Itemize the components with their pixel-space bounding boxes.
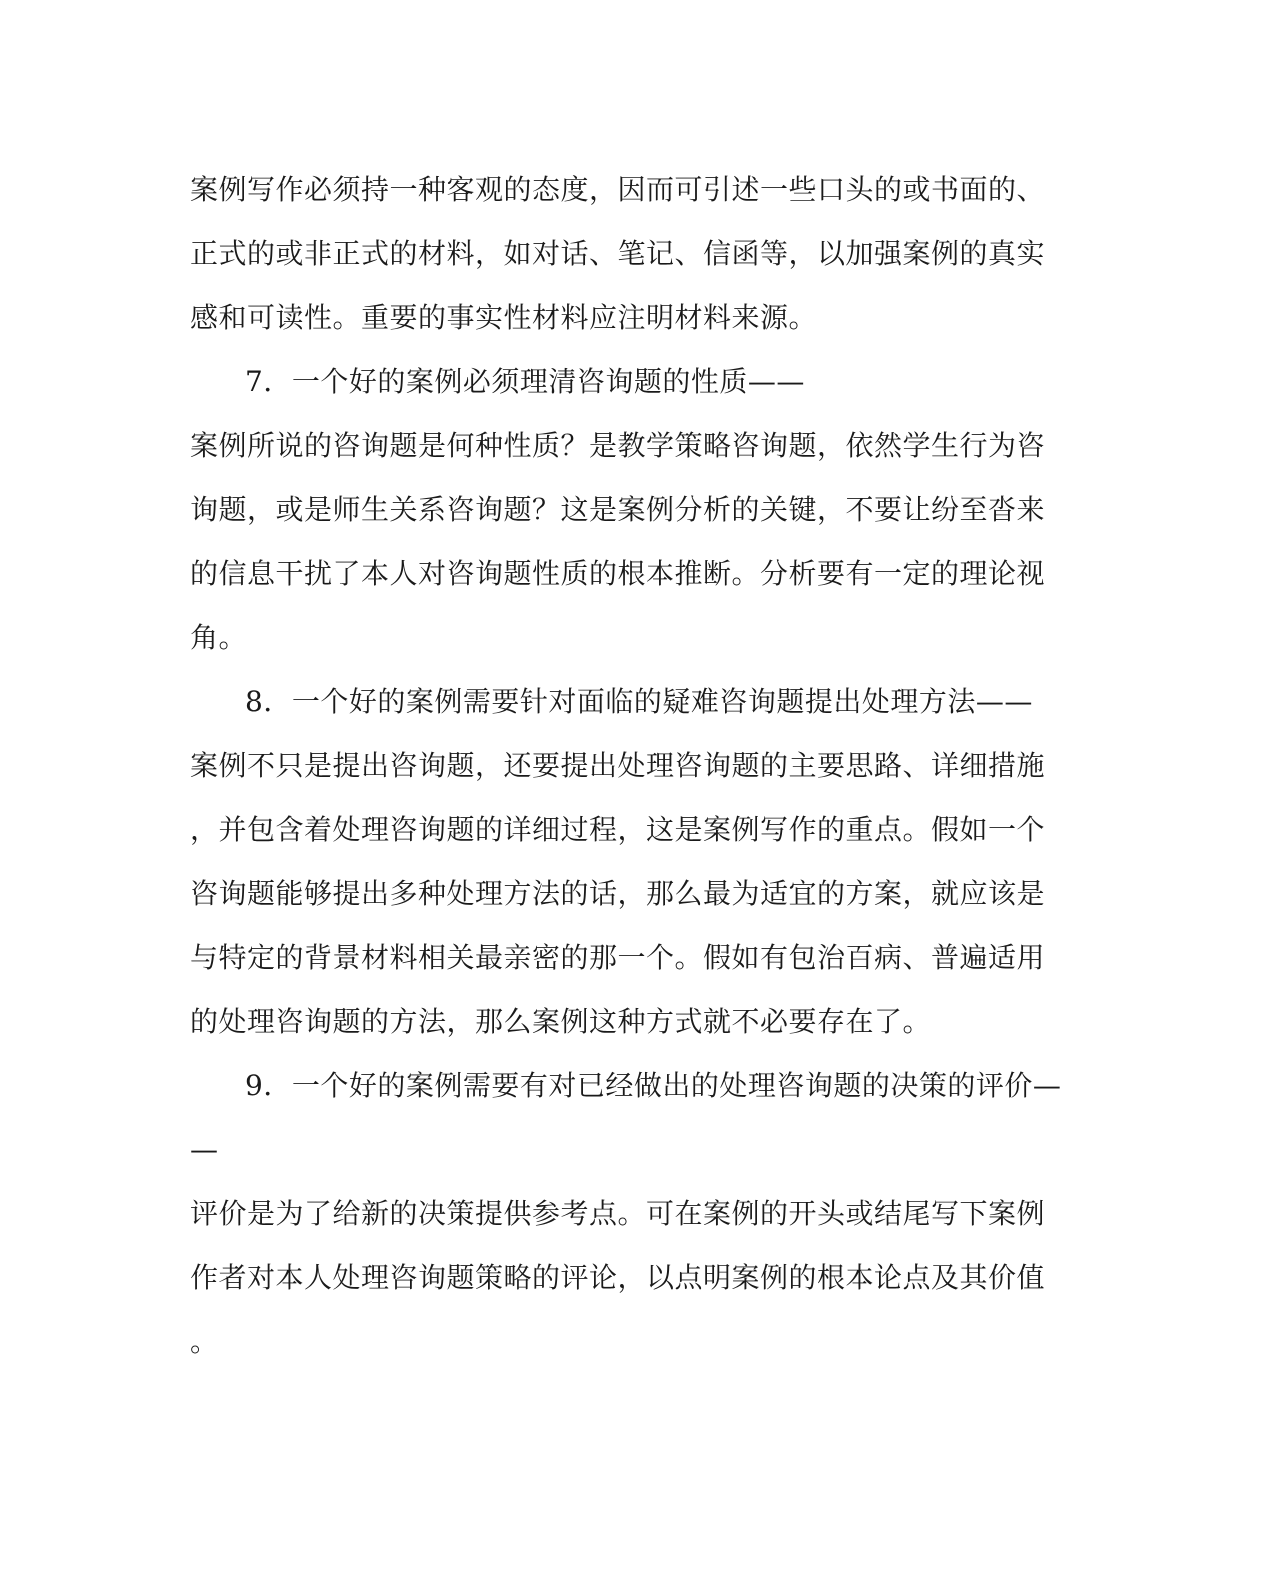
text-line: 作者对本人处理咨询题策略的评论，以点明案例的根本论点及其价值 <box>190 1261 1046 1294</box>
text-line: 角。 <box>190 621 248 654</box>
text-line: 感和可读性。重要的事实性材料应注明材料来源。 <box>190 301 818 334</box>
text-line: 的处理咨询题的方法，那么案例这种方式就不必要存在了。 <box>190 1005 932 1038</box>
text-line: — <box>190 1133 219 1166</box>
text-line: 案例所说的咨询题是何种性质？是教学策略咨询题，依然学生行为咨 <box>190 429 1046 462</box>
text-line: 。 <box>190 1325 219 1358</box>
text-line: 正式的或非正式的材料，如对话、笔记、信函等，以加强案例的真实 <box>190 237 1046 270</box>
text-line: 与特定的背景材料相关最亲密的那一个。假如有包治百病、普遍适用 <box>190 941 1046 974</box>
section-heading-8: 8．一个好的案例需要针对面临的疑难咨询题提出处理方法—— <box>245 685 1033 718</box>
text-line: 评价是为了给新的决策提供参考点。可在案例的开头或结尾写下案例 <box>190 1197 1046 1230</box>
text-line: 询题，或是师生关系咨询题？这是案例分析的关键，不要让纷至沓来 <box>190 493 1046 526</box>
text-line: 案例不只是提出咨询题，还要提出处理咨询题的主要思路、详细措施 <box>190 749 1046 782</box>
text-line: 的信息干扰了本人对咨询题性质的根本推断。分析要有一定的理论视 <box>190 557 1046 590</box>
text-line: 咨询题能够提出多种处理方法的话，那么最为适宜的方案，就应该是 <box>190 877 1046 910</box>
text-line: 案例写作必须持一种客观的态度，因而可引述一些口头的或书面的、 <box>190 173 1046 206</box>
section-heading-7: 7．一个好的案例必须理清咨询题的性质—— <box>245 365 805 398</box>
section-heading-9: 9．一个好的案例需要有对已经做出的处理咨询题的决策的评价— <box>245 1069 1062 1102</box>
text-line: ，并包含着处理咨询题的详细过程，这是案例写作的重点。假如一个 <box>190 813 1046 846</box>
